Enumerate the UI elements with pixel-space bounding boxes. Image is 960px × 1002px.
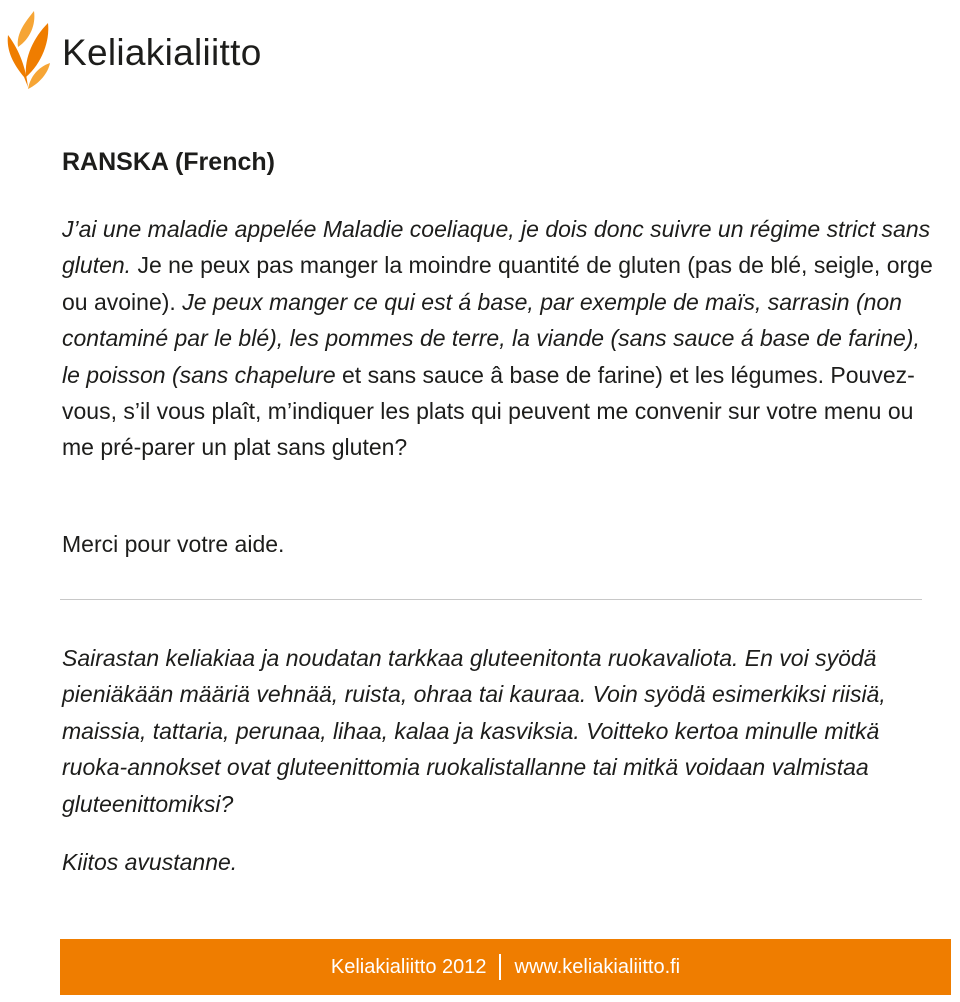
footer-url[interactable]: www.keliakialiitto.fi	[514, 955, 681, 978]
finnish-thanks: Kiitos avustanne.	[62, 849, 238, 875]
finnish-paragraph: Sairastan keliakiaa ja noudatan tarkkaa gluteenitonta ruokavaliota. En voi syödä pieniäkään määriä vehnää, ruista, ohraa tai kauraa. Voin syödä esimerkiksi riisiä, maissia, tattaria, perunaa, lihaa, kalaa ja kasviksia. Voitteko kertoa minulle mitkä ruoka-annokset ovat gluteenittomia ruokalistallanne tai mitkä voidaan valmistaa gluteenittomiksi?	[62, 645, 886, 817]
wheat-leaf-icon	[4, 7, 54, 91]
french-text-segment: Je ne peux pas manger la moindre quantité de gluten (pas de blé, seigle, orge ou avoine).	[62, 252, 933, 315]
footer-separator	[499, 954, 501, 980]
french-text-segment: et sans sauce â base de farine) et les légumes. Pouvez-vous, s’il vous plaît, m’indiquer les plats qui peuvent me convenir sur votre menu ou me pré-parer un plat sans gluten?	[62, 361, 915, 461]
page-title: RANSKA (French)	[62, 148, 275, 176]
footer-org-year: Keliakialiitto 2012	[330, 955, 487, 978]
french-text-segment: Je peux manger ce qui est á base, par exemple de maïs, sarrasin (non contaminé par le blé), les pommes de terre, la viande (sans sauce á base de farine), le poisson (sans chapelure	[62, 288, 920, 388]
brand-logo	[4, 6, 262, 92]
divider	[60, 599, 922, 600]
french-paragraph	[62, 211, 942, 466]
french-thanks: Merci pour votre aide.	[62, 531, 285, 557]
french-text-segment: J’ai une maladie appelée Maladie coeliaque, je dois donc suivre un régime strict sans gluten.	[62, 216, 931, 279]
brand-name: Keliakialiitto	[62, 32, 262, 73]
footer-bar	[60, 939, 951, 995]
